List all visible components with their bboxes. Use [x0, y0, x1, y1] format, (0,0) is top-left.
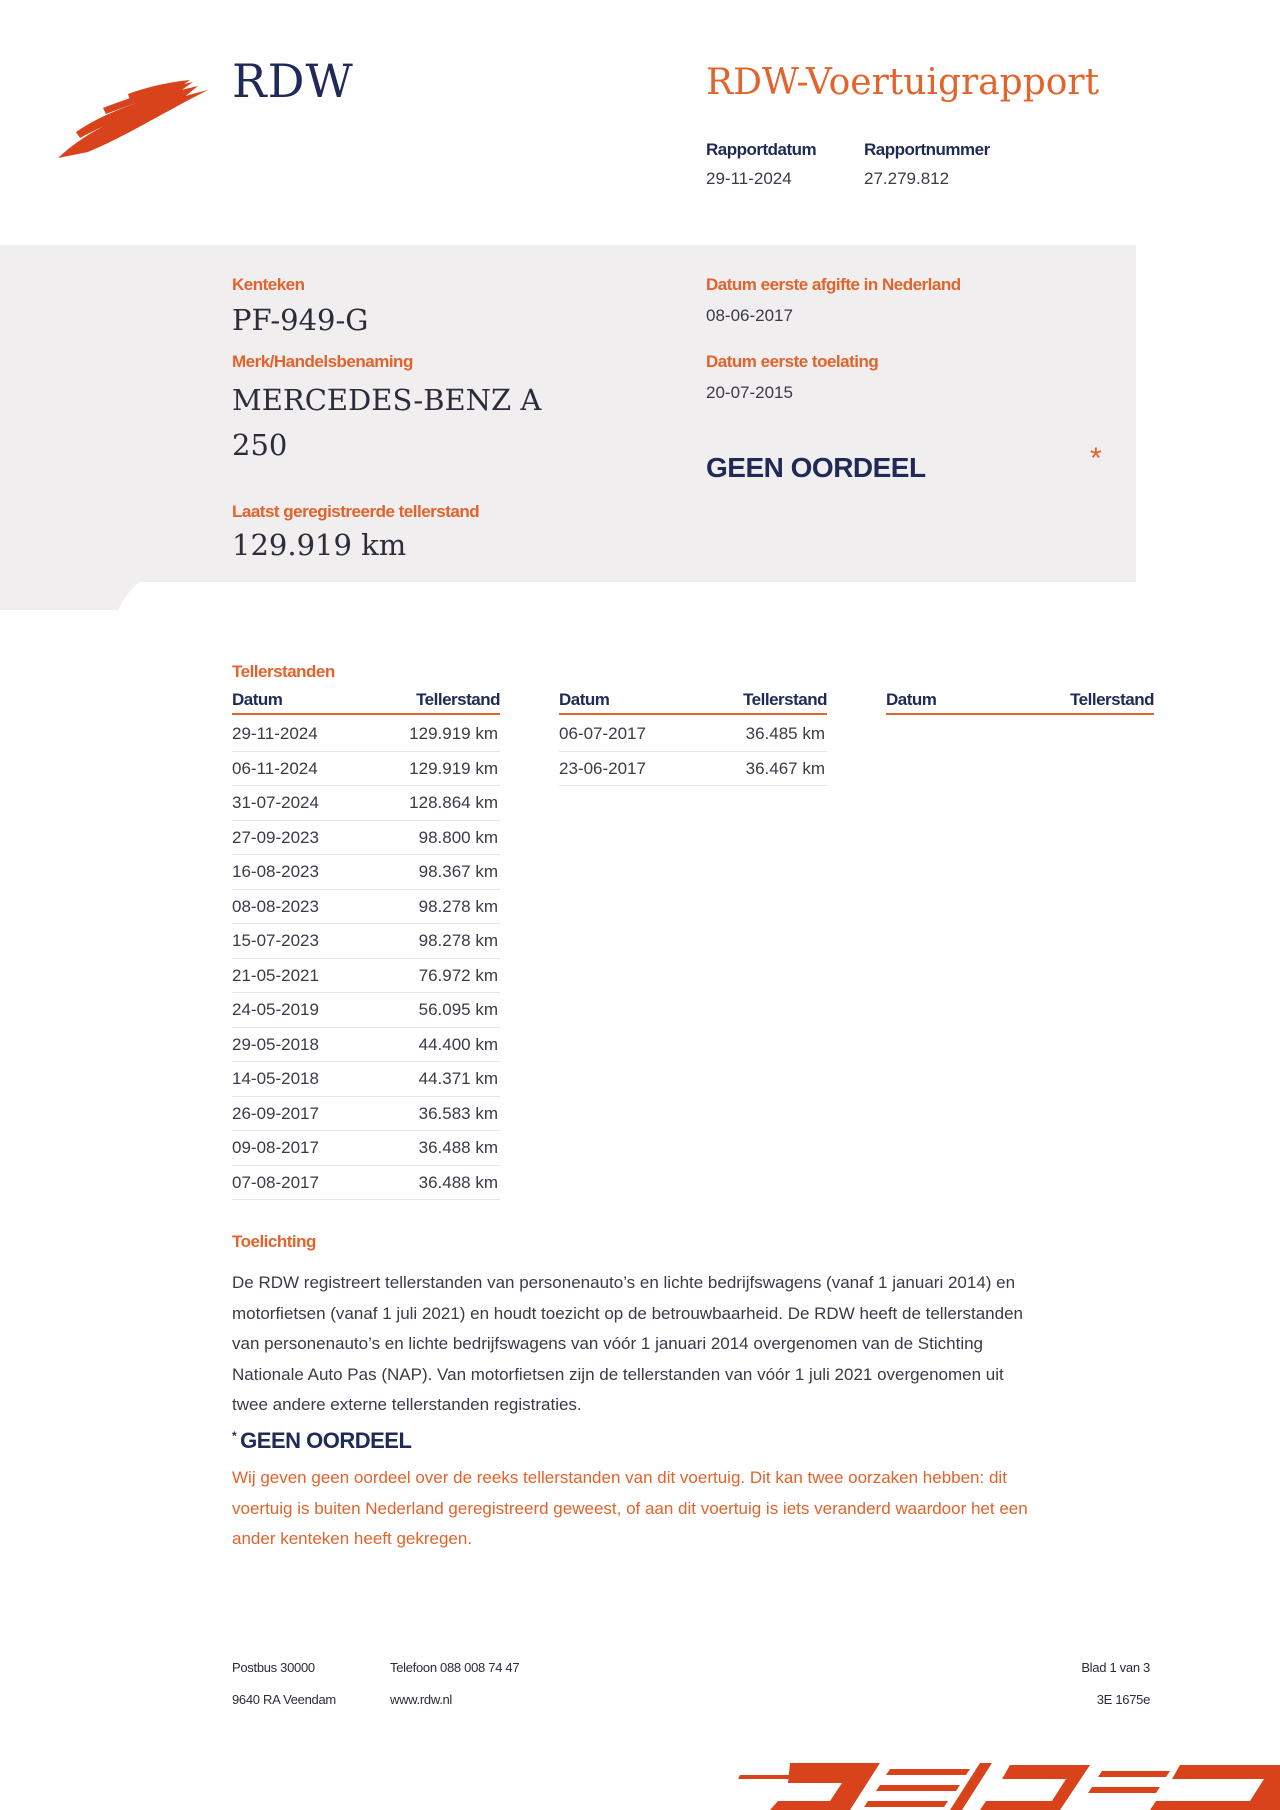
table-body	[559, 717, 827, 786]
table-header	[886, 690, 1154, 715]
plate-label: Kenteken	[232, 275, 305, 294]
table-row	[232, 1028, 500, 1063]
first-issue-nl-label: Datum eerste afgifte in Nederland	[706, 275, 961, 294]
table-row	[232, 855, 500, 890]
table-row	[232, 752, 500, 787]
reading-date: 09-08-2017	[232, 1138, 319, 1157]
reading-date: 21-05-2021	[232, 965, 319, 985]
no-verdict-text	[232, 1463, 1152, 1555]
report-title: RDW-Voertuigrapport	[706, 62, 1100, 103]
col-reading: Tellerstand	[1070, 690, 1154, 709]
footer-city: 9640 RA Veendam	[232, 1692, 336, 1707]
table-row	[232, 959, 500, 994]
report-number	[864, 140, 990, 189]
brand-stripes-decoration	[730, 1755, 1280, 1810]
odometer-value: 129.919 km	[232, 528, 407, 562]
col-reading: Tellerstand	[416, 690, 500, 709]
no-verdict-line: ander kenteken heeft gekregen.	[232, 1529, 473, 1548]
reading-date: 06-07-2017	[559, 724, 646, 743]
rdw-flame-logo-icon	[58, 80, 210, 164]
reading-km: 44.371 km	[418, 1069, 498, 1088]
explanation-line: De RDW registreert tellerstanden van personenauto’s en lichte bedrijfswagens (vanaf 1 januari 2014) en	[232, 1273, 1016, 1292]
report-number-value: 27.279.812	[864, 169, 950, 188]
reading-date: 29-11-2024	[232, 724, 318, 743]
reading-km: 76.972 km	[418, 965, 498, 985]
table-row	[559, 752, 827, 787]
plate-value: PF-949-G	[232, 303, 369, 337]
reading-date: 23-06-2017	[559, 758, 646, 778]
odometer-label: Laatst geregistreerde tellerstand	[232, 502, 480, 521]
table-row	[232, 890, 500, 925]
report-date	[706, 140, 816, 189]
reading-km: 129.919 km	[409, 758, 498, 778]
panel-notch	[0, 582, 140, 610]
reading-date: 14-05-2018	[232, 1069, 319, 1088]
reading-km: 98.800 km	[418, 827, 498, 847]
table-header	[232, 690, 500, 715]
reading-date: 15-07-2023	[232, 931, 319, 950]
brand-name: RDW	[232, 54, 354, 108]
make-line-2: 250	[232, 428, 288, 462]
explanation-line: twee andere externe tellerstanden registraties.	[232, 1395, 582, 1414]
explanation-text	[232, 1268, 1152, 1421]
table-row	[232, 1097, 500, 1132]
make-line-1: MERCEDES-BENZ A	[232, 383, 542, 417]
col-reading: Tellerstand	[743, 690, 827, 709]
no-verdict-line: Wij geven geen oordeel over de reeks tellerstanden van dit voertuig. Dit kan twee oorzaken hebben: dit	[232, 1468, 1007, 1487]
reading-km: 36.488 km	[418, 1138, 498, 1157]
readings-table-3	[886, 690, 1154, 715]
reading-date: 31-07-2024	[232, 793, 319, 812]
report-date-label: Rapportdatum	[706, 140, 817, 159]
reading-km: 98.278 km	[418, 931, 498, 950]
first-admission-value: 20-07-2015	[706, 383, 793, 402]
reading-km: 98.367 km	[418, 862, 498, 881]
reading-km: 128.864 km	[409, 793, 498, 812]
reading-date: 08-08-2023	[232, 896, 319, 916]
reading-km: 129.919 km	[409, 724, 498, 743]
table-row	[232, 924, 500, 959]
table-body	[232, 717, 500, 1200]
reading-date: 29-05-2018	[232, 1034, 319, 1054]
no-verdict-title: GEEN OORDEEL	[240, 1428, 412, 1453]
reading-date: 26-09-2017	[232, 1103, 319, 1123]
footer-postbus: Postbus 30000	[232, 1660, 315, 1675]
readings-table-1	[232, 690, 500, 1200]
readings-table-2	[559, 690, 827, 786]
table-row	[232, 1062, 500, 1097]
table-row	[232, 717, 500, 752]
footer-page: Blad 1 van 3	[1081, 1660, 1150, 1675]
reading-date: 07-08-2017	[232, 1172, 319, 1192]
explanation-title: Toelichting	[232, 1232, 316, 1251]
explanation-line: motorfietsen (vanaf 1 juli 2021) en houdt toezicht op de betrouwbaarheid. De RDW heeft de tellerstanden	[232, 1303, 1023, 1323]
table-row	[232, 821, 500, 856]
report-number-label: Rapportnummer	[864, 140, 990, 159]
explanation-line: Nationale Auto Pas (NAP). Van motorfietsen zijn de tellerstanden van vóór 1 juli 2021 overgenomen uit	[232, 1364, 1004, 1384]
no-verdict-heading	[232, 1428, 411, 1454]
footer-phone: Telefoon 088 008 74 47	[390, 1660, 520, 1675]
table-row	[559, 717, 827, 752]
reading-km: 36.583 km	[418, 1103, 498, 1123]
make-label: Merk/Handelsbenaming	[232, 352, 413, 371]
table-row	[232, 786, 500, 821]
table-row	[232, 1166, 500, 1201]
table-row	[232, 1131, 500, 1166]
first-issue-nl-value: 08-06-2017	[706, 306, 793, 325]
readings-title: Tellerstanden	[232, 662, 335, 681]
col-date: Datum	[886, 690, 937, 709]
reading-date: 16-08-2023	[232, 862, 319, 881]
col-date: Datum	[559, 690, 610, 709]
footer-web[interactable]: www.rdw.nl	[390, 1692, 453, 1707]
report-date-value: 29-11-2024	[706, 169, 792, 188]
first-admission-label: Datum eerste toelating	[706, 352, 879, 371]
table-header	[559, 690, 827, 715]
no-verdict-marker: *	[232, 1429, 237, 1443]
reading-km: 36.467 km	[745, 758, 825, 778]
reading-km: 56.095 km	[418, 1000, 498, 1019]
reading-date: 27-09-2023	[232, 827, 319, 847]
reading-date: 06-11-2024	[232, 758, 318, 778]
reading-km: 36.488 km	[418, 1172, 498, 1192]
reading-km: 36.485 km	[745, 724, 825, 743]
no-verdict-line: voertuig is buiten Nederland geregistreerd geweest, of aan dit voertuig is iets veranderd waardoor het een	[232, 1498, 1028, 1518]
footer-code: 3E 1675e	[1096, 1692, 1150, 1707]
reading-km: 98.278 km	[418, 896, 498, 916]
reading-km: 44.400 km	[418, 1034, 498, 1054]
explanation-line: van personenauto’s en lichte bedrijfswagens van vóór 1 januari 2014 overgenomen van de Stichting	[232, 1334, 984, 1353]
table-row	[232, 993, 500, 1028]
col-date: Datum	[232, 690, 283, 709]
reading-date: 24-05-2019	[232, 1000, 319, 1019]
verdict-marker: *	[1090, 442, 1102, 475]
vehicle-summary-panel	[0, 245, 1136, 582]
verdict-status: GEEN OORDEEL	[706, 452, 926, 483]
